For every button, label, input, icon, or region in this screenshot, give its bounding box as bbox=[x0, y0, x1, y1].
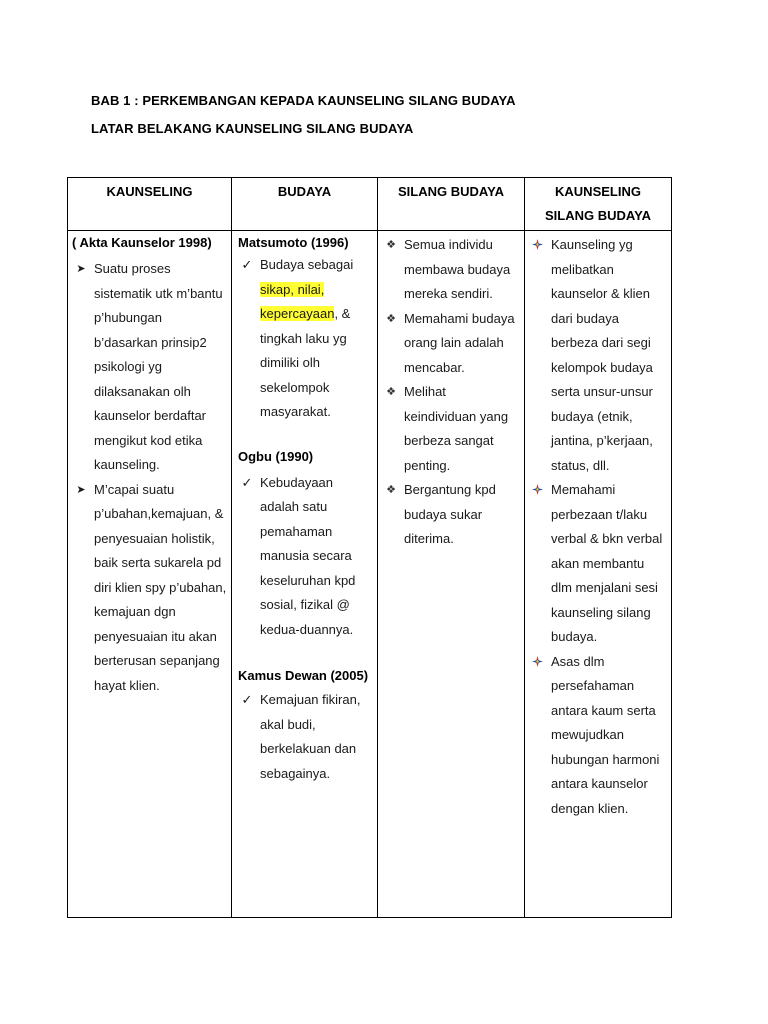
content-table bbox=[67, 177, 672, 918]
flag-bullet-icon bbox=[532, 484, 543, 495]
list-item-text: Budaya sebagai sikap, nilai, kepercayaan, & tingkah laku yg dimiliki olh sekelompok masyarakat. bbox=[260, 257, 354, 419]
chapter-heading: BAB 1 : PERKEMBANGAN KEPADA KAUNSELING SILANG BUDAYA bbox=[91, 93, 516, 108]
diamond-bullet-icon: ❖ bbox=[386, 386, 396, 398]
list-item-text: Kebudayaan adalah satu pemahaman manusia secara keseluruhan kpd sosial, fizikal @ kedua-duannya. bbox=[260, 474, 356, 637]
silang-budaya-list bbox=[382, 233, 520, 552]
arrow-bullet-icon: ➤ bbox=[76, 263, 86, 275]
checkmark-bullet-icon: ✓ bbox=[241, 474, 253, 490]
list-item bbox=[382, 478, 520, 552]
list-item bbox=[72, 257, 227, 478]
cell-kaunseling bbox=[68, 231, 232, 918]
kaunseling-silang-budaya-list bbox=[529, 233, 667, 821]
checkmark-bullet-icon: ✓ bbox=[241, 692, 253, 707]
highlighted-text: sikap, nilai, bbox=[260, 281, 325, 297]
flag-bullet-icon bbox=[532, 239, 543, 250]
list-item-text: Kemajuan fikiran, akal budi, berkelakuan dan sebagainya. bbox=[260, 692, 361, 781]
header-budaya: BUDAYA bbox=[232, 178, 378, 231]
reference-akta-kaunselor: ( Akta Kaunselor 1998) bbox=[72, 235, 212, 250]
header-kaunseling-silang-budaya: KAUNSELING SILANG BUDAYA bbox=[525, 178, 672, 231]
list-item bbox=[382, 233, 520, 307]
cell-kaunseling-silang-budaya bbox=[525, 231, 672, 918]
list-item bbox=[382, 380, 520, 478]
list-item-text: Memahami budaya orang lain adalah mencabar. bbox=[404, 310, 515, 375]
cell-silang-budaya bbox=[378, 231, 525, 918]
reference-matsumoto: Matsumoto (1996) bbox=[238, 235, 349, 250]
header-silang-budaya: SILANG BUDAYA bbox=[378, 178, 525, 231]
list-item-text: Memahami perbezaan t/laku verbal & bkn verbal akan membantu dlm menjalani sesi kaunseling silang budaya. bbox=[551, 482, 663, 644]
table-header-row bbox=[68, 178, 672, 231]
budaya-list-kamus bbox=[238, 688, 373, 786]
list-item-text: Kaunseling yg melibatkan kaunselor & klien dari budaya berbeza dari segi kelompok budaya serta unsur-unsur budaya (etnik, jantina, p’kerjaan, status, dll. bbox=[551, 237, 653, 473]
section-subtitle: LATAR BELAKANG KAUNSELING SILANG BUDAYA bbox=[91, 121, 414, 136]
list-item bbox=[529, 233, 667, 478]
reference-kamus-dewan: Kamus Dewan (2005) bbox=[238, 668, 369, 683]
diamond-bullet-icon: ❖ bbox=[386, 312, 396, 325]
list-item bbox=[382, 307, 520, 381]
list-item bbox=[238, 253, 373, 425]
reference-ogbu: Ogbu (1990) bbox=[238, 448, 314, 464]
arrow-bullet-icon: ➤ bbox=[76, 483, 86, 496]
list-item-text: Suatu proses sistematik utk m’bantu p’hubungan b’dasarkan prinsip2 psikologi yg dilaksanakan olh kaunselor berdaftar mengikut kod etika kaunseling. bbox=[94, 261, 223, 472]
highlighted-text: kepercayaan bbox=[260, 306, 335, 321]
list-item-text: Bergantung kpd budaya sukar diterima. bbox=[404, 482, 496, 546]
list-item-text: M’capai suatu p’ubahan,kemajuan, & penyesuaian holistik, baik serta sukarela pd diri klien spy p’ubahan, kemajuan dgn penyesuaian itu akan berterusan sepanjang hayat klien. bbox=[94, 481, 227, 693]
list-item-text: Semua individu membawa budaya mereka sendiri. bbox=[404, 237, 511, 301]
list-item-text: Melihat keindividuan yang berbeza sangat penting. bbox=[404, 384, 509, 473]
diamond-bullet-icon: ❖ bbox=[386, 239, 396, 251]
budaya-list-matsumoto bbox=[238, 253, 373, 425]
list-item-text: Asas dlm persefahaman antara kaum serta mewujudkan hubungan harmoni antara kaunselor dengan klien. bbox=[551, 653, 660, 816]
budaya-list-ogbu bbox=[238, 471, 373, 643]
list-item bbox=[72, 478, 227, 699]
checkmark-bullet-icon: ✓ bbox=[241, 257, 253, 272]
kaunseling-list bbox=[72, 257, 227, 698]
table-body-row bbox=[68, 231, 672, 918]
list-item bbox=[529, 478, 667, 650]
cell-budaya bbox=[232, 231, 378, 918]
list-item bbox=[238, 688, 373, 786]
header-kaunseling: KAUNSELING bbox=[68, 178, 232, 231]
list-item bbox=[529, 650, 667, 822]
flag-bullet-icon bbox=[532, 656, 543, 667]
diamond-bullet-icon: ❖ bbox=[386, 484, 396, 496]
list-item bbox=[238, 471, 373, 643]
